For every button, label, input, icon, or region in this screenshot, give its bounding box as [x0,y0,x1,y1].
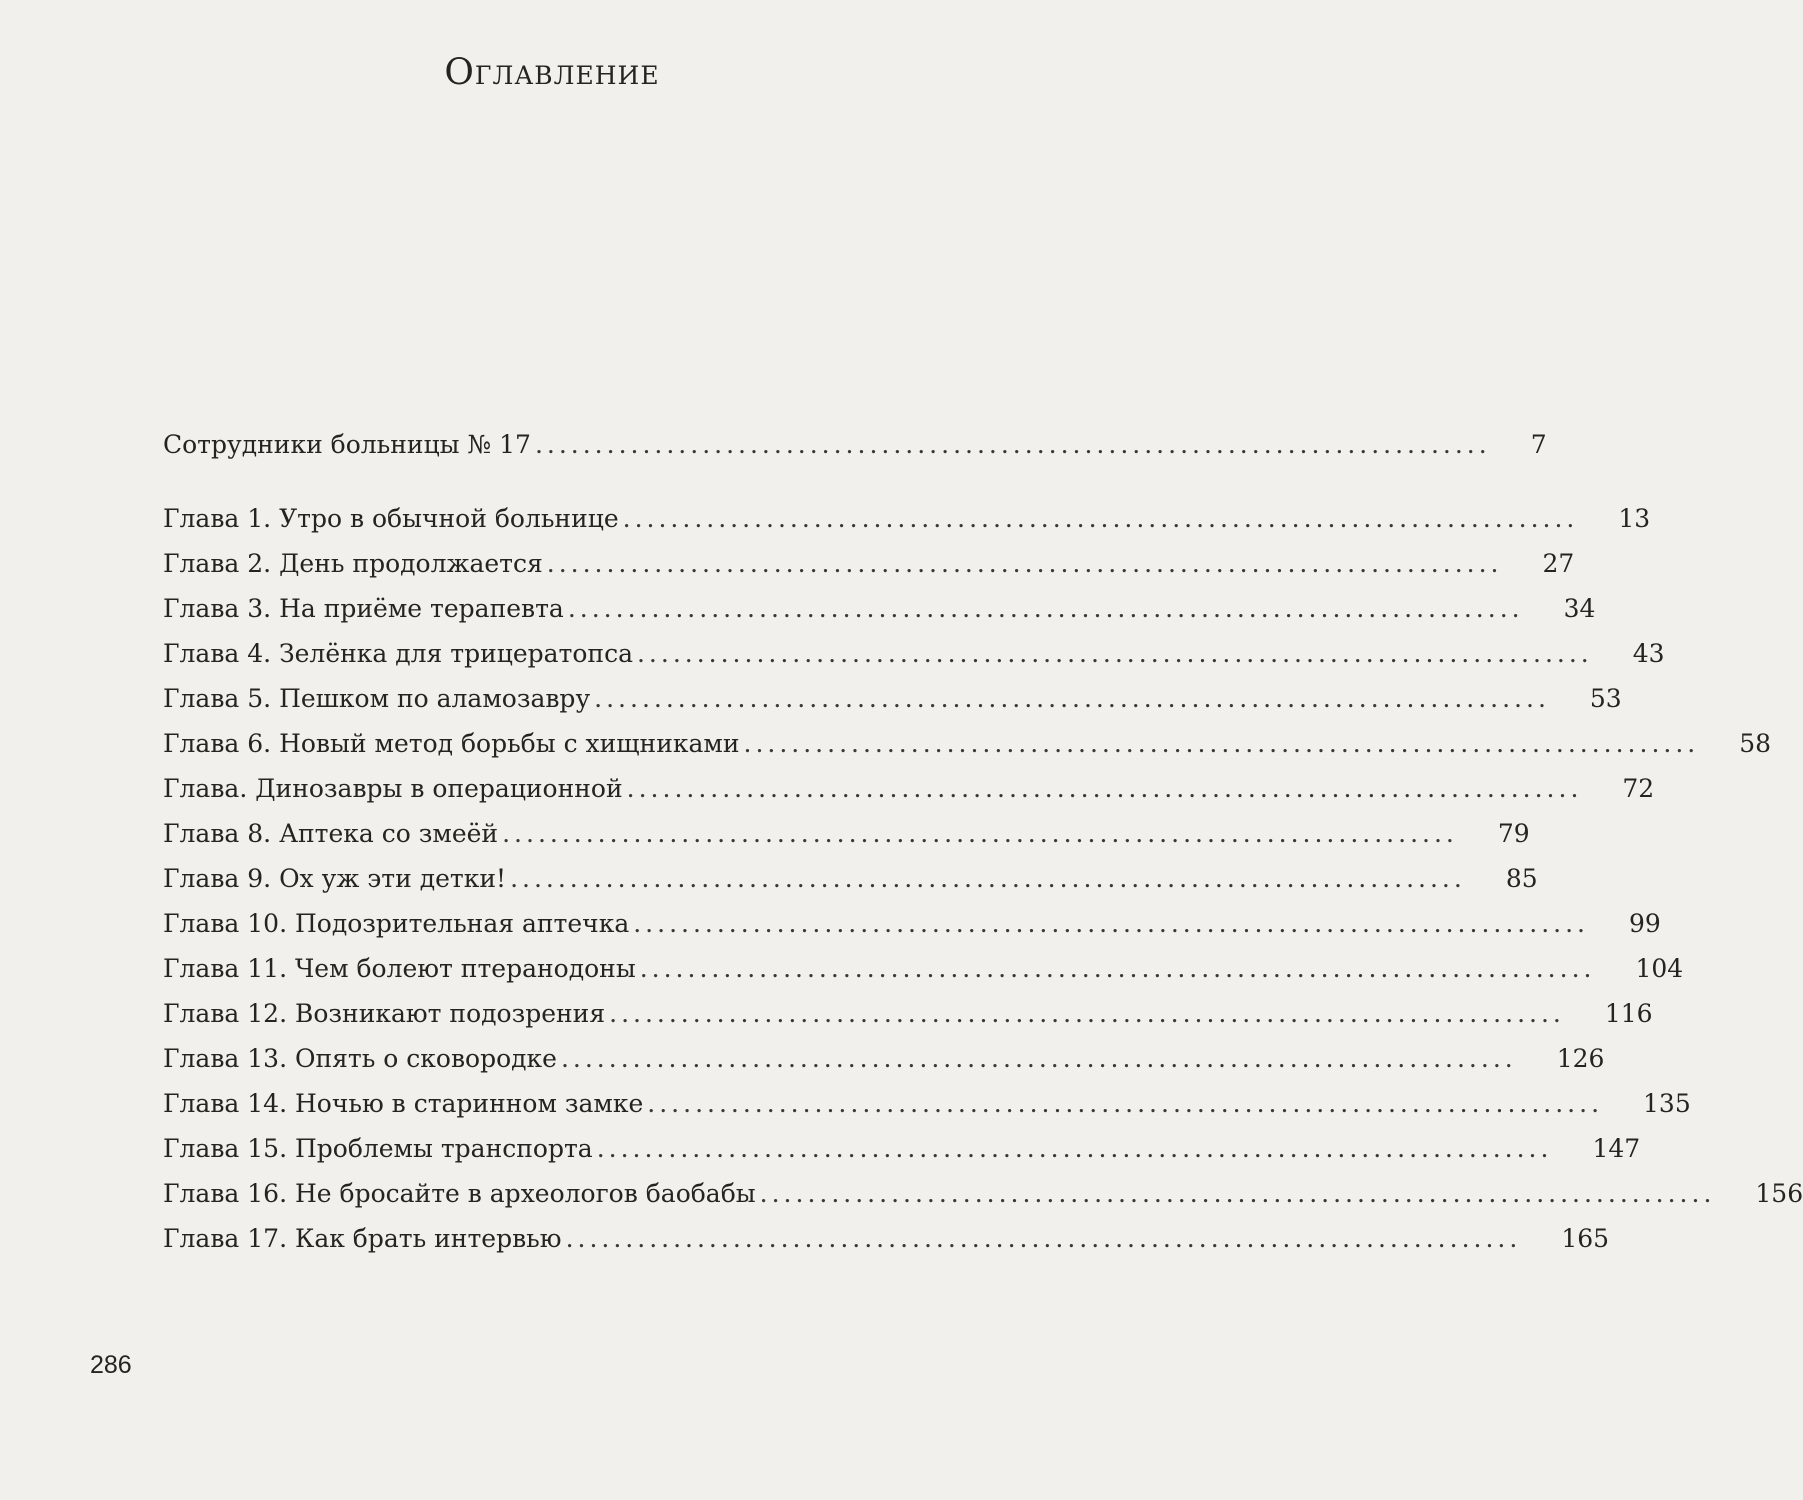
dot-leader: ................................................................................ [609,999,1565,1028]
toc-entry-page: 13 [1618,504,1651,533]
toc-entry-title: Глава 9. Ох уж эти детки! [163,864,507,893]
toc-entry [163,1134,1641,1179]
toc-entry [163,639,1665,684]
dot-leader: ................................................................................ [560,1044,1517,1073]
toc-entry-page: 165 [1561,1224,1610,1253]
toc-entry-title: Глава 4. Зелёнка для трицератопса [163,639,633,668]
dot-leader: ................................................................................ [633,909,1589,938]
dot-leader: ................................................................................ [565,1224,1522,1253]
dot-leader: ................................................................................ [622,504,1579,533]
toc-entry-title: Глава 17. Как брать интервью [163,1224,562,1253]
toc-entry-title: Глава 8. Аптека со змеёй [163,819,499,848]
toc-entry-page: 58 [1739,729,1772,758]
dot-leader: ................................................................................ [636,639,1593,668]
page-title: Оглавление [444,52,660,93]
dot-leader: ................................................................................ [743,729,1700,758]
toc-entry-title: Глава 1. Утро в обычной больнице [163,504,619,533]
toc-entry-page: 79 [1497,819,1530,848]
toc-entry-page: 27 [1542,549,1575,578]
toc-entry-title: Глава 11. Чем болеют птеранодоны [163,954,636,983]
dot-leader: ................................................................................ [594,684,1550,713]
dot-leader: ................................................................................ [510,864,1466,893]
toc-entry [163,1044,1605,1089]
toc-entry-page: 156 [1755,1179,1803,1208]
toc-entry-title: Глава 13. Опять о сковородке [163,1044,557,1073]
toc-entry [163,1224,1610,1269]
toc-entry [163,504,1651,549]
toc-entry [163,594,1596,639]
toc-entry [163,1089,1691,1134]
toc-entry [163,909,1661,954]
toc-entry [163,1179,1803,1224]
table-of-contents [163,430,1803,1269]
toc-entry-page: 99 [1628,909,1661,938]
dot-leader: ................................................................................ [639,954,1596,983]
toc-entry-page: 72 [1622,774,1655,803]
dot-leader: ................................................................................ [759,1179,1716,1208]
toc-entry-page: 135 [1643,1089,1691,1118]
toc-entry [163,684,1622,729]
toc-entry-title: Глава 15. Проблемы транспорта [163,1134,593,1163]
toc-entry-title: Глава 14. Ночью в старинном замке [163,1089,644,1118]
toc-entry-page: 7 [1530,430,1547,459]
toc-entry-page: 116 [1604,999,1653,1028]
toc-entry-page: 147 [1592,1134,1641,1163]
toc-entry-page: 126 [1556,1044,1605,1073]
dot-leader: ................................................................................ [546,549,1503,578]
toc-entry [163,864,1538,909]
toc-entry-title: Глава 6. Новый метод борьбы с хищниками [163,729,740,758]
toc-entry-page: 53 [1589,684,1622,713]
toc-entry [163,774,1655,819]
dot-leader: ................................................................................ [596,1134,1553,1163]
toc-entry-page: 43 [1632,639,1665,668]
toc-entry-title: Глава 16. Не бросайте в археологов баобабы [163,1179,756,1208]
toc-entry-title: Глава. Динозавры в операционной [163,774,623,803]
toc-entry [163,819,1530,864]
toc-entry-title: Глава 3. На приёме терапевта [163,594,564,623]
toc-entry-title: Глава 5. Пешком по аламозавру [163,684,591,713]
toc-entry [163,430,1547,475]
toc-entry [163,954,1684,999]
page-number: 286 [90,1351,132,1379]
dot-leader: ................................................................................ [534,430,1491,459]
dot-leader: ................................................................................ [567,594,1524,623]
toc-entry-title: Глава 2. День продолжается [163,549,543,578]
dot-leader: ................................................................................ [502,819,1458,848]
toc-entry-title: Сотрудники больницы № 17 [163,430,531,459]
toc-entry-title: Глава 10. Подозрительная аптечка [163,909,630,938]
toc-entry-page: 104 [1635,954,1684,983]
toc-entry [163,729,1772,774]
toc-entry [163,549,1575,594]
toc-entry [163,999,1653,1044]
toc-entry-title: Глава 12. Возникают подозрения [163,999,606,1028]
toc-entry-page: 85 [1505,864,1538,893]
dot-leader: ................................................................................ [647,1089,1604,1118]
dot-leader: ................................................................................ [626,774,1583,803]
toc-entry-page: 34 [1563,594,1596,623]
